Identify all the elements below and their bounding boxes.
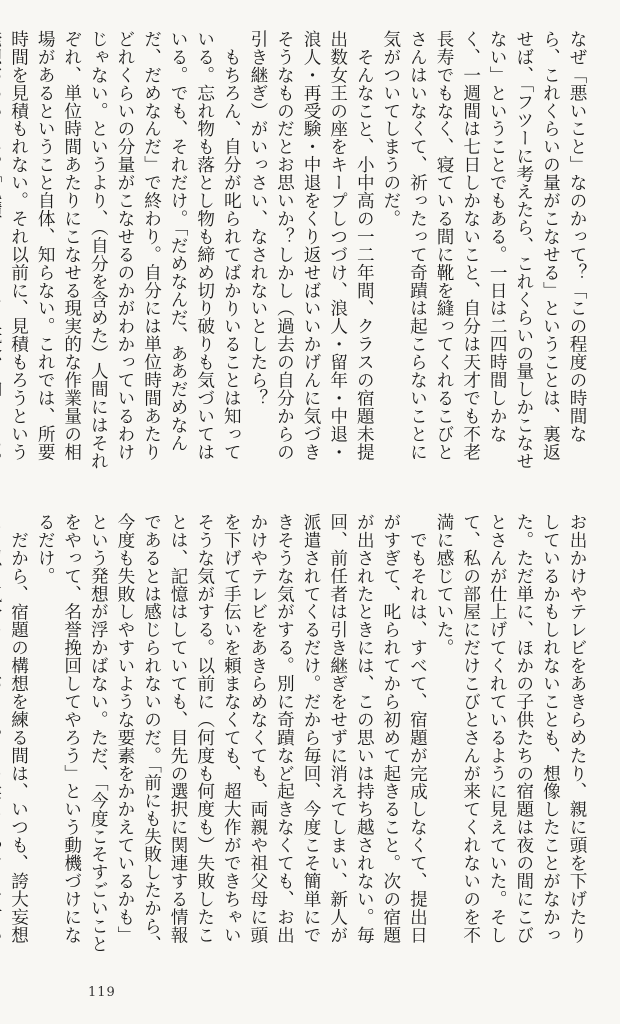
paragraph: そんなこと、小中高の一二年間、クラスの宿題未提出数女王の座をキープしつづけ、浪人・留年・中退・浪人・再受験・中退をくり返せばいいかげんに気づきそうなものだとお思いか？しかし（過去の自分からの引き継ぎ）がいっさい、なされないとしたら？ (247, 30, 375, 461)
paragraph: だから、宿題の構想を練る間は、いつも、誇大妄想 (8, 530, 29, 944)
paragraph: でもそれは、すべて、宿題が完成しなくて、提出日がすぎて、叱られてから初めて起きること。次の宿題が出されたときには、この思いは持ち越されない。毎回、前任者は引き継ぎをせずに消えてしまい、新人が派遣されてくるだけ。だから毎回、今度こそ簡単にできそうな気がする。別に奇蹟など起きなくても、お出かけやテレビをあきらめなくても、両親や祖父母に頭を下げて手伝いを頼まなくても、超大作ができちゃいそうな気がする。以前に（何度も何度も）失敗したことは、記憶はしていても、目先の選択に関連する情報であるとは感じられないのだ。「前にも失敗したから、今度も失敗しやすいような要素をかかえているかも」という発想が浮かばない。ただ、「今度こそすごいことをやって、名誉挽回してやろう」という動機づけになるだけ。 (35, 513, 428, 953)
paragraph: お出かけやテレビをあきらめたり、親に頭を下げたりしているかもしれないことも、想像したことがなかった。ただ単に、ほかの子供たちの宿題は夜の間にこびとさんが仕上げてくれているように見えていた。そして、私の部屋にだけこびとさんが来てくれないのを不満に感じていた。 (434, 513, 587, 944)
paragraph: なぜ「悪いこと」なのかって？「この程度の時間なら、これくらいの量がこなせる」ということは、裏返せば、「フツーに考えたら、これくらいの量しかこなせない」ということでもある。一日は二四時間しかなく、一週間は七日しかないこと、自分は天才でも不老長寿でもなく、寝ている間に靴を縫ってくれるこびとさんはいなくて、祈ったって奇蹟は起こらないことに気がついてしまうのだ。 (380, 30, 587, 470)
bottom-text-block (8, 513, 590, 958)
page-number: 119 (88, 985, 116, 1000)
top-text-block (8, 30, 590, 475)
paragraph: もちろん、自分が叱られてばかりいることは知っている。忘れ物も落とし物も締め切り破りも気づいてはいる。でも、それだけ。「だめなんだ、ああだめなんだ、だめなんだ」で終わり。自分には単位時間あたりどれくらいの分量がこなせるのかがわかっているわけじゃない。というより、（自分を含めた）人間にはそれぞれ、単位時間あたりにこなせる現実的な作業量の相場があるということ自体、知らない。これでは、所要時間を見積もれない。それ以前に、見積もろうという (8, 30, 242, 470)
